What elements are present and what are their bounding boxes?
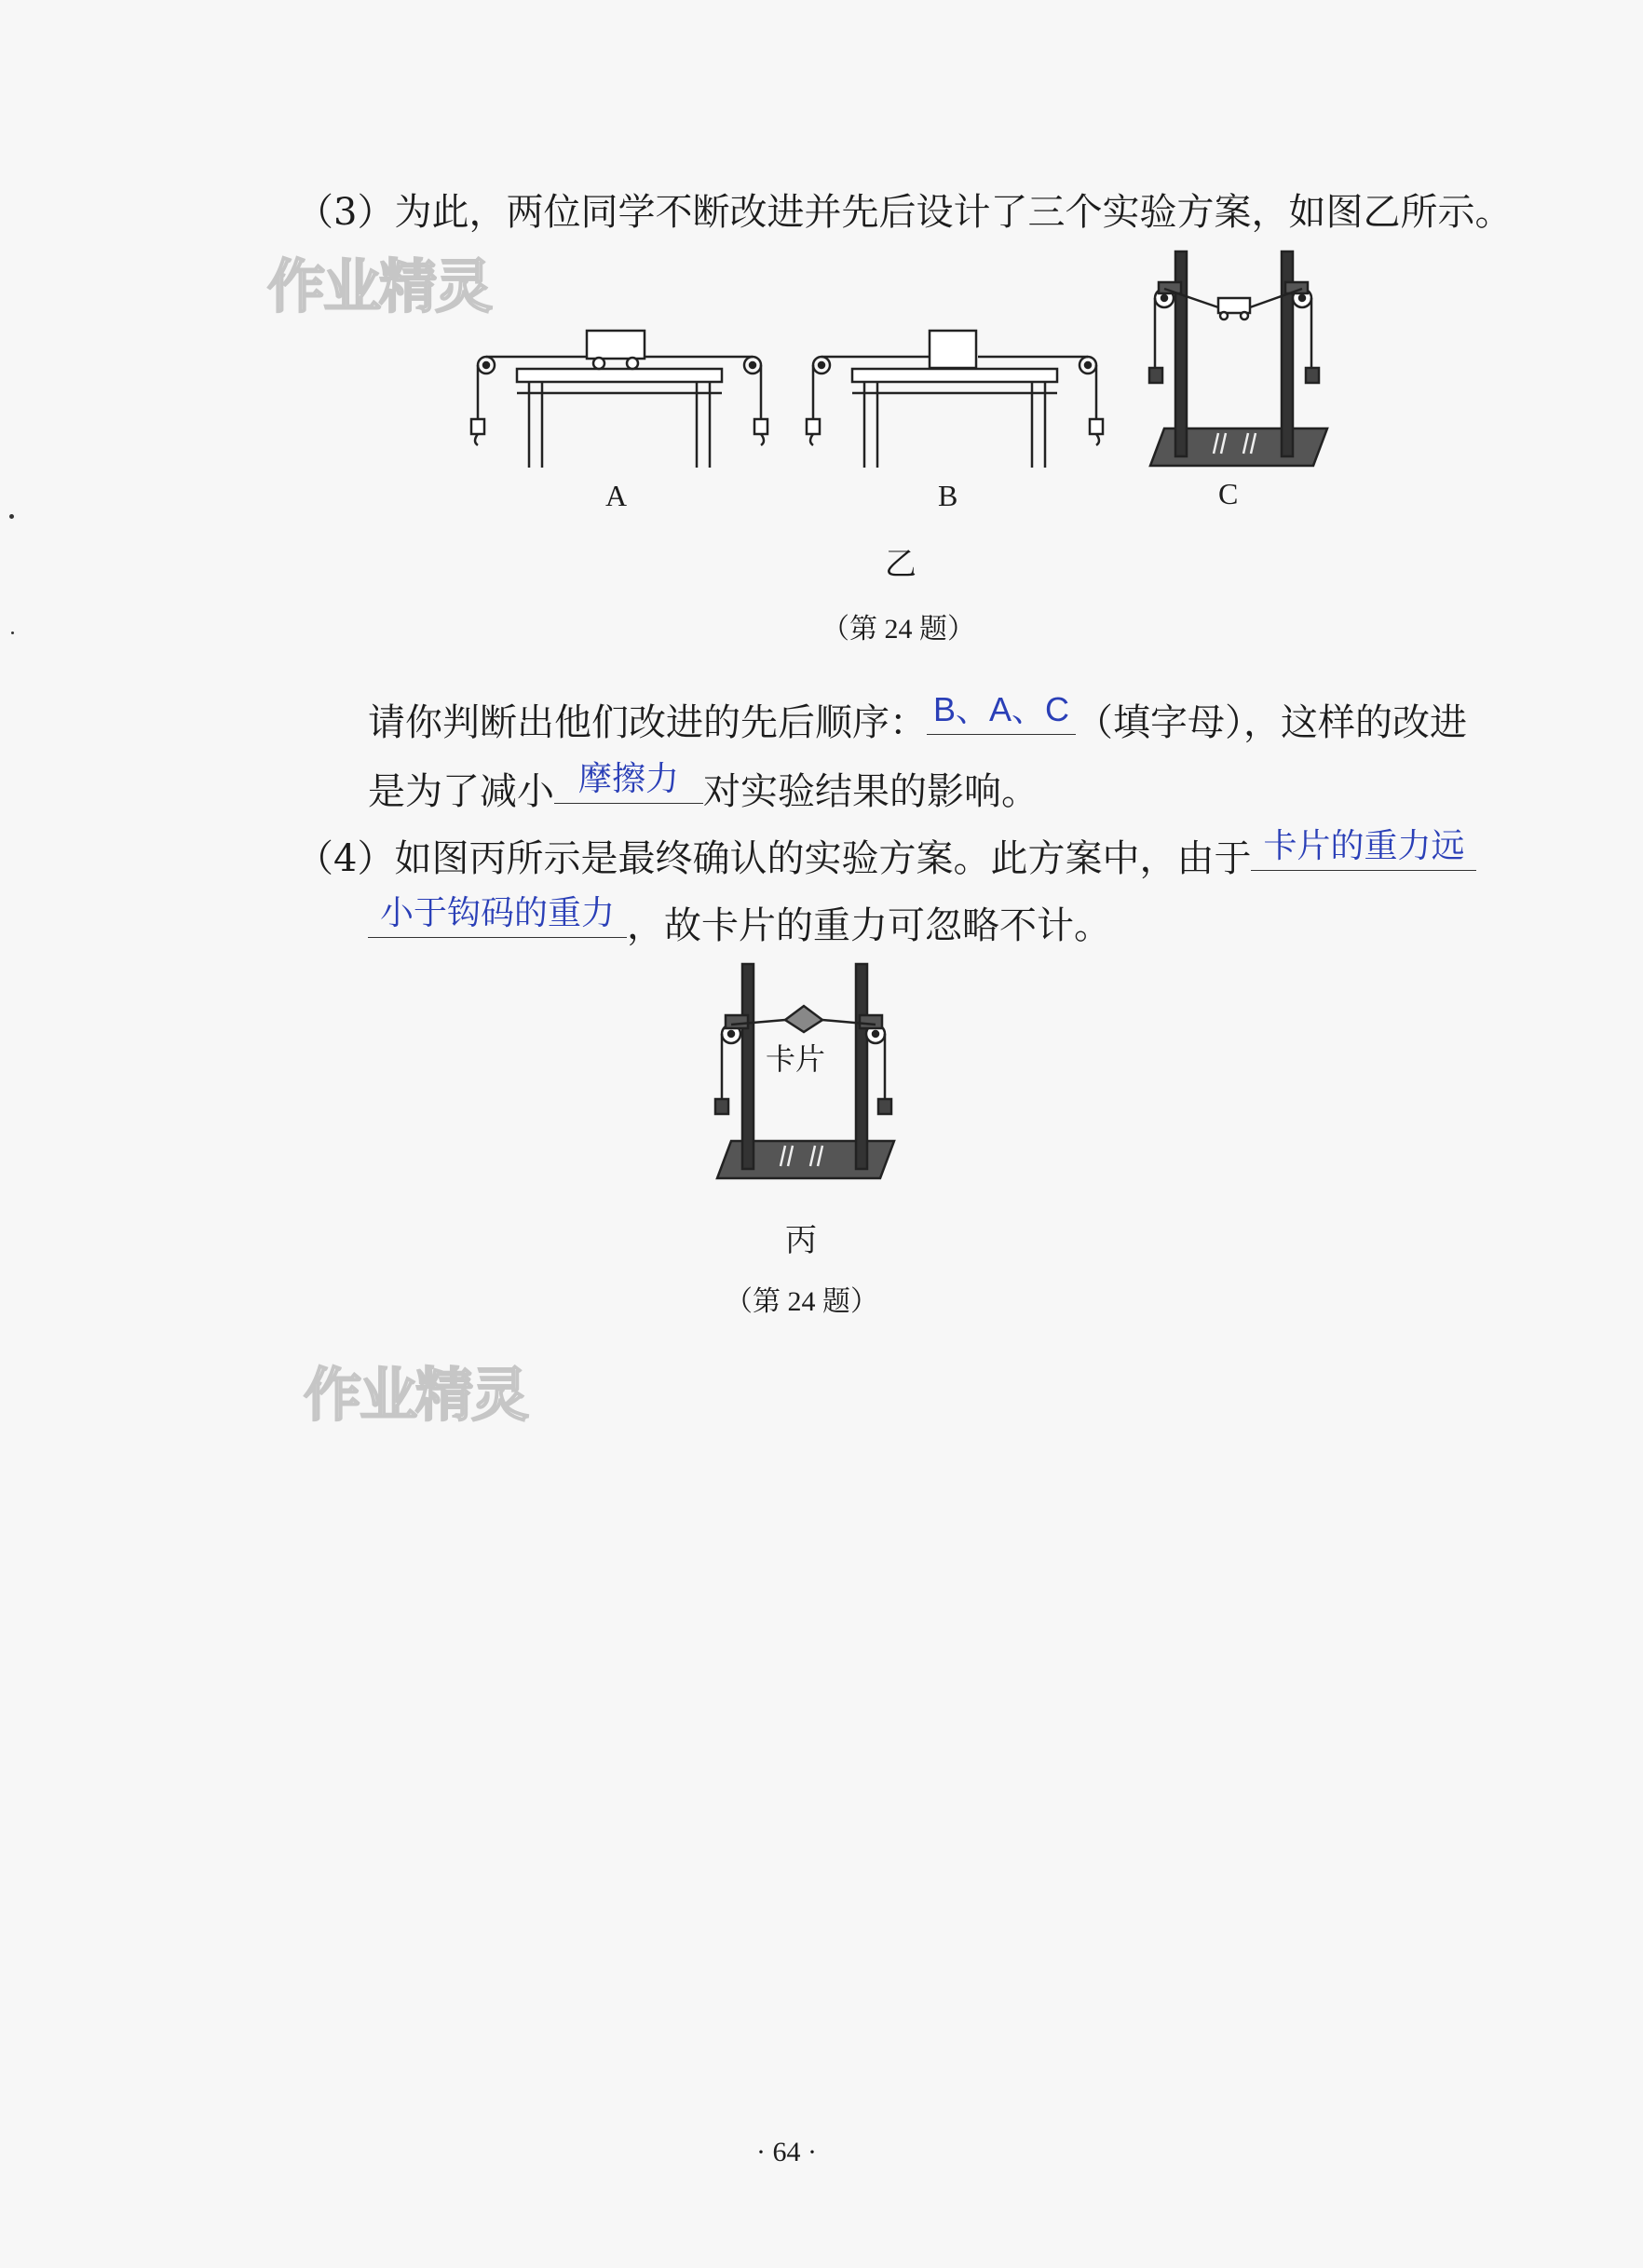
card-label: 卡片 [766, 1042, 826, 1076]
figure-c-label: C [1218, 477, 1239, 510]
margin-speck [9, 514, 14, 519]
q4-answer-text-2: 小于钩码的重力 [379, 893, 615, 931]
figure-a-table-apparatus [466, 326, 773, 475]
question-4-prefix: （4）如图丙所示是最终确认的实验方案。此方案中，由于 [296, 837, 1252, 880]
order-answer-blank [927, 691, 1076, 735]
question-3-text: （3）为此，两位同学不断改进并先后设计了三个实验方案，如图乙所示。 [296, 191, 1513, 234]
fill-reduce-suffix: 对实验结果的影响。 [703, 770, 1039, 813]
fill-order-prefix: 请你判断出他们改进的先后顺序： [368, 701, 927, 744]
fill-order-line [368, 691, 1467, 746]
watermark: 作业精灵 [304, 1361, 528, 1429]
question-4-line-2 [368, 894, 1111, 949]
figure-a-label: A [605, 479, 628, 512]
page-number: · 64 · [756, 2137, 817, 2167]
fill-reduce-prefix: 是为了减小 [368, 770, 554, 813]
q4-answer-blank-2 [368, 894, 627, 938]
q4-answer-blank-1 [1251, 827, 1476, 871]
question-4-line-1 [296, 827, 1476, 882]
figure-caption-1: （第 24 题） [822, 614, 975, 645]
figure-b-table-apparatus [801, 326, 1108, 475]
figure-bing-name: 丙 [785, 1224, 817, 1258]
fill-reduce-line [368, 760, 1039, 815]
watermark: 作业精灵 [267, 252, 492, 320]
reduce-answer-blank [554, 760, 703, 804]
order-answer-text: B、A、C [932, 690, 1070, 728]
q4-answer-text-1: 卡片的重力远 [1263, 826, 1465, 864]
figure-b-label: B [938, 479, 958, 512]
fill-order-suffix: （填字母），这样的改进 [1076, 701, 1467, 744]
question-4-suffix: ，故卡片的重力可忽略不计。 [627, 904, 1111, 947]
figure-yi-name: 乙 [885, 548, 917, 582]
figure-caption-2: （第 24 题） [725, 1286, 878, 1317]
margin-speck [11, 632, 14, 634]
reduce-answer-text: 摩擦力 [577, 759, 679, 797]
figure-c-stand-apparatus [1136, 247, 1332, 470]
